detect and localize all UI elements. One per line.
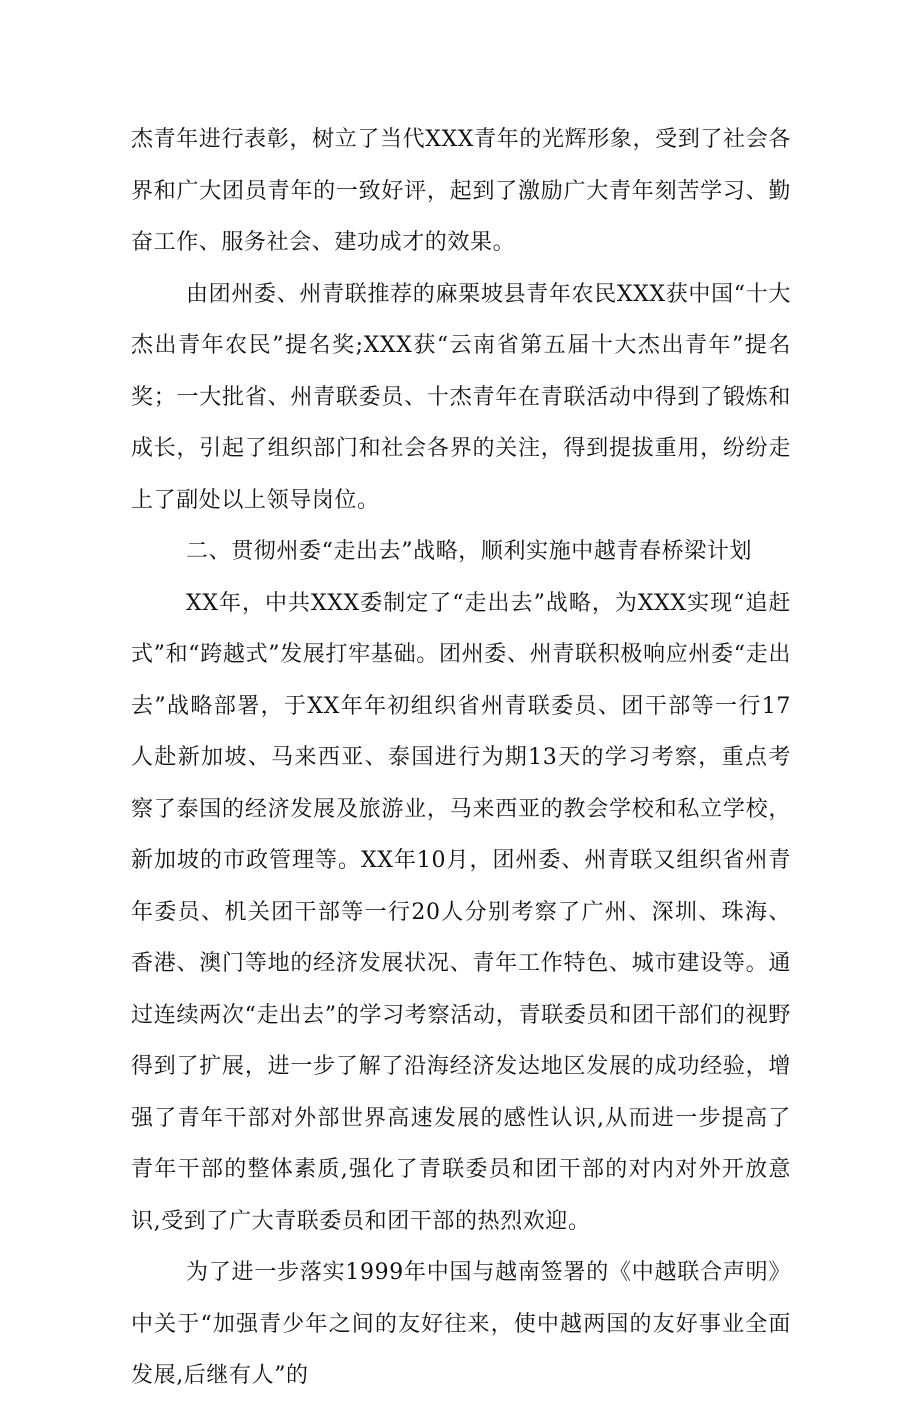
section-heading: 二、贯彻州委“走出去”战略，顺利实施中越青春桥梁计划 xyxy=(186,539,753,564)
paragraph-2: 由团州委、州青联推荐的麻栗坡县青年农民XXX获中国“十大杰出青年农民”提名奖;XXX获“云南省第五届十大杰出青年”提名奖；一大批省、州青联委员、十杰青年在青联活动中得到了锻炼和成长，引起了组织部门和社会各界的关注，得到提拔重用，纷纷走上了副处以上领导岗位。 xyxy=(131,281,791,513)
document-body xyxy=(131,114,791,1402)
paragraph-4: 为了进一步落实1999年中国与越南签署的《中越联合声明》中关于“加强青少年之间的友好往来，使中越两国的友好事业全面发展,后继有人”的 xyxy=(131,1260,791,1388)
paragraph-3: XX年，中共XXX委制定了“走出去”战略，为XXX实现“追赶式”和“跨越式”发展打牢基础。团州委、州青联积极响应州委“走出去”战略部署，于XX年年初组织省州青联委员、团干部等一行17人赴新加坡、马来西亚、泰国进行为期13天的学习考察，重点考察了泰国的经济发展及旅游业，马来西亚的教会学校和私立学校，新加坡的市政管理等。XX年10月，团州委、州青联又组织省州青年委员、机关团干部等一行20人分别考察了广州、深圳、珠海、香港、澳门等地的经济发展状况、青年工作特色、城市建设等。通过连续两次“走出去”的学习考察活动，青联委员和团干部们的视野得到了扩展，进一步了解了沿海经济发达地区发展的成功经验，增强了青年干部对外部世界高速发展的感性认识,从而进一步提高了青年干部的整体素质,强化了青联委员和团干部的对内对外开放意识,受到了广大青联委员和团干部的热烈欢迎。 xyxy=(131,590,791,1234)
paragraph-1: 杰青年进行表彰，树立了当代XXX青年的光辉形象，受到了社会各界和广大团员青年的一致好评，起到了激励广大青年刻苦学习、勤奋工作、服务社会、建功成才的效果。 xyxy=(131,127,791,255)
